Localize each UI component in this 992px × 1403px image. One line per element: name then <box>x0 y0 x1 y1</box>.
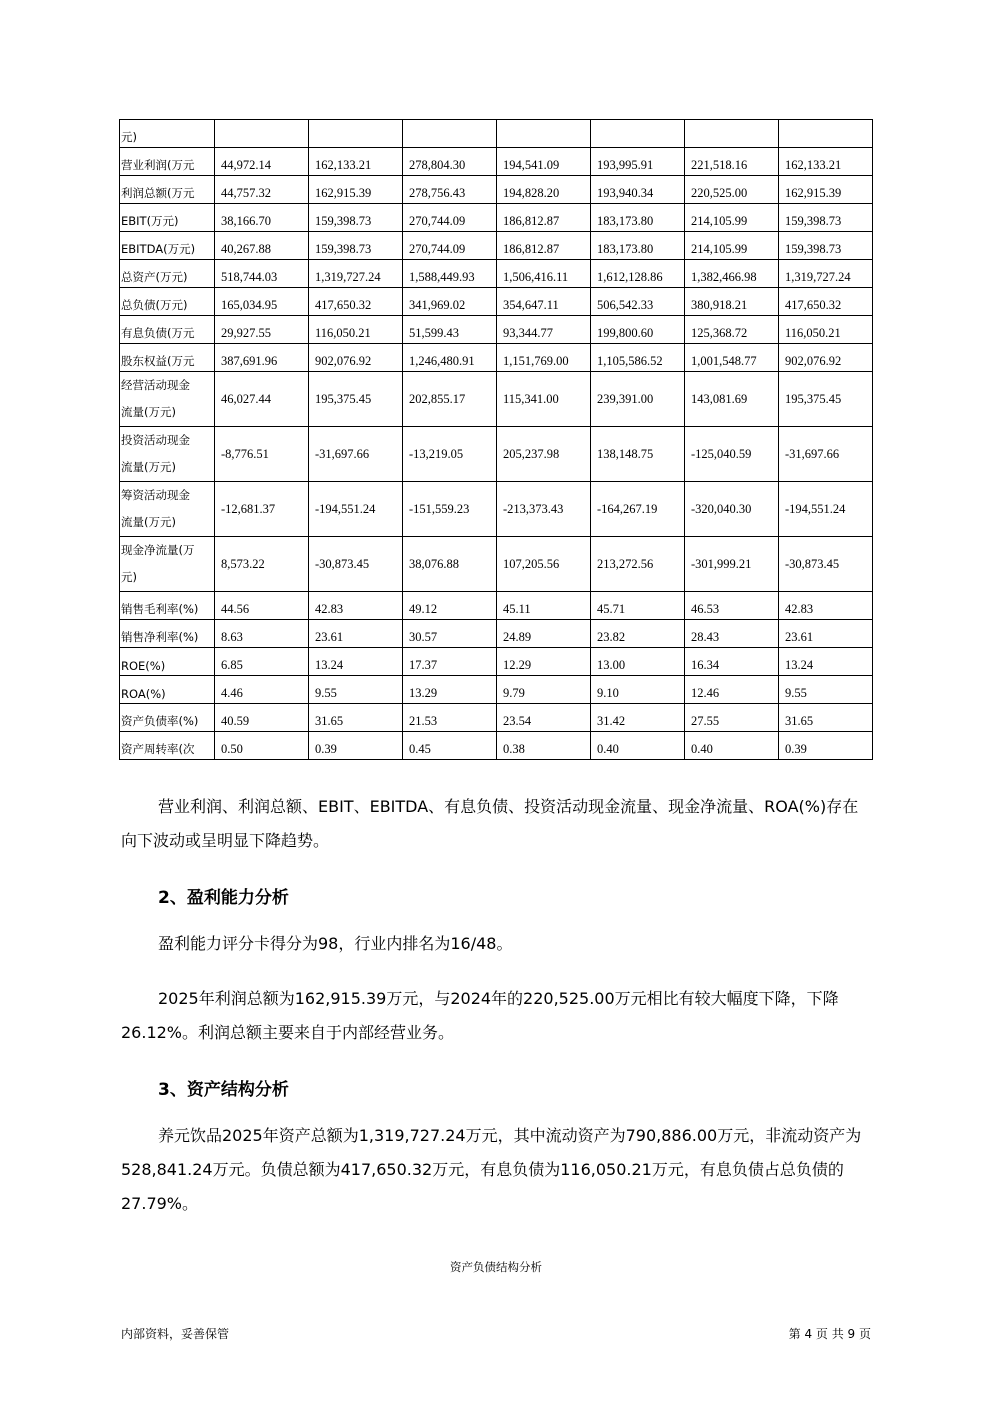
table-cell: 9.10 <box>591 676 685 704</box>
table-cell: 9.55 <box>779 676 873 704</box>
table-cell: 195,375.45 <box>309 372 403 427</box>
table-cell: 6.85 <box>215 648 309 676</box>
table-row <box>120 176 873 204</box>
table-cell: 16.34 <box>685 648 779 676</box>
table-cell: 1,001,548.77 <box>685 344 779 372</box>
table-cell: 23.61 <box>779 620 873 648</box>
table-cell: 1,588,449.93 <box>403 260 497 288</box>
table-cell: 1,319,727.24 <box>309 260 403 288</box>
table-cell: 193,995.91 <box>591 148 685 176</box>
row-label <box>120 537 215 592</box>
row-label: 总资产(万元) <box>120 260 215 288</box>
table-cell: -12,681.37 <box>215 482 309 537</box>
table-cell: 44,757.32 <box>215 176 309 204</box>
table-cell: -194,551.24 <box>309 482 403 537</box>
table-cell: 8,573.22 <box>215 537 309 592</box>
table-row <box>120 148 873 176</box>
table-cell: 45.11 <box>497 592 591 620</box>
row-label: 股东权益(万元 <box>120 344 215 372</box>
table-cell: 202,855.17 <box>403 372 497 427</box>
table-cell: 38,166.70 <box>215 204 309 232</box>
table-cell: 1,105,586.52 <box>591 344 685 372</box>
table-cell: 1,382,466.98 <box>685 260 779 288</box>
table-cell: 518,744.03 <box>215 260 309 288</box>
footer-confidential: 内部资料，妥善保管 <box>121 1327 230 1341</box>
paragraph-assets: 养元饮品2025年资产总额为1,319,727.24万元，其中流动资产为790,886.00万元，非流动资产为528,841.24万元。负债总额为417,650.32万元，有息负债为116,050.21万元，有息负债占总负债的27.79%。 <box>121 1126 862 1213</box>
table-cell: 46.53 <box>685 592 779 620</box>
table-cell: -151,559.23 <box>403 482 497 537</box>
table-cell: 93,344.77 <box>497 316 591 344</box>
table-cell: 138,148.75 <box>591 427 685 482</box>
table-cell <box>309 120 403 148</box>
table-cell: 0.45 <box>403 732 497 760</box>
table-cell: -164,267.19 <box>591 482 685 537</box>
table-cell: 115,341.00 <box>497 372 591 427</box>
table-cell: 214,105.99 <box>685 232 779 260</box>
table-cell: 23.82 <box>591 620 685 648</box>
table-cell: 44.56 <box>215 592 309 620</box>
row-label: EBIT(万元) <box>120 204 215 232</box>
table-cell: 165,034.95 <box>215 288 309 316</box>
table-cell: 31.65 <box>309 704 403 732</box>
table-cell: 9.79 <box>497 676 591 704</box>
table-cell: 278,804.30 <box>403 148 497 176</box>
table-cell: 31.42 <box>591 704 685 732</box>
table-cell: 162,915.39 <box>779 176 873 204</box>
table-cell: 13.24 <box>309 648 403 676</box>
table-cell: 1,506,416.11 <box>497 260 591 288</box>
table-cell: 380,918.21 <box>685 288 779 316</box>
table-cell: 354,647.11 <box>497 288 591 316</box>
table-cell: 27.55 <box>685 704 779 732</box>
table-cell: -30,873.45 <box>779 537 873 592</box>
row-label <box>120 482 215 537</box>
table-cell: 162,133.21 <box>309 148 403 176</box>
table-cell: -320,040.30 <box>685 482 779 537</box>
footer-page-number: 第 4 页 共 9 页 <box>788 1327 871 1341</box>
table-cell: 270,744.09 <box>403 204 497 232</box>
row-label: 元) <box>120 120 215 148</box>
table-cell: 159,398.73 <box>309 204 403 232</box>
table-cell: 12.46 <box>685 676 779 704</box>
table-cell: 902,076.92 <box>309 344 403 372</box>
row-label: 总负债(万元) <box>120 288 215 316</box>
paragraph-score: 盈利能力评分卡得分为98，行业内排名为16/48。 <box>158 934 513 953</box>
table-cell: 24.89 <box>497 620 591 648</box>
table-cell: 0.38 <box>497 732 591 760</box>
table-cell: 0.39 <box>779 732 873 760</box>
table-row <box>120 316 873 344</box>
table-cell: -213,373.43 <box>497 482 591 537</box>
table-cell: 186,812.87 <box>497 204 591 232</box>
paragraph-profit: 2025年利润总额为162,915.39万元，与2024年的220,525.00万元相比有较大幅度下降，下降26.12%。利润总额主要来自于内部经营业务。 <box>121 989 839 1042</box>
table-cell: -194,551.24 <box>779 482 873 537</box>
table-cell: -31,697.66 <box>309 427 403 482</box>
table-cell: 42.83 <box>779 592 873 620</box>
table-cell: -125,040.59 <box>685 427 779 482</box>
table-row <box>120 620 873 648</box>
table-cell: 42.83 <box>309 592 403 620</box>
table-cell: 28.43 <box>685 620 779 648</box>
table-cell <box>591 120 685 148</box>
table-cell: 46,027.44 <box>215 372 309 427</box>
table-row <box>120 537 873 592</box>
table-cell: 162,915.39 <box>309 176 403 204</box>
table-row <box>120 120 873 148</box>
row-label: 销售毛利率(%) <box>120 592 215 620</box>
table-cell: 221,518.16 <box>685 148 779 176</box>
table-cell: 183,173.80 <box>591 204 685 232</box>
table-cell: 194,541.09 <box>497 148 591 176</box>
row-label: EBITDA(万元) <box>120 232 215 260</box>
row-label: 利润总额(万元 <box>120 176 215 204</box>
table-cell: 0.40 <box>591 732 685 760</box>
table-row <box>120 427 873 482</box>
table-cell: 9.55 <box>309 676 403 704</box>
table-cell: 0.50 <box>215 732 309 760</box>
row-label: ROE(%) <box>120 648 215 676</box>
table-cell: 341,969.02 <box>403 288 497 316</box>
table-cell: 116,050.21 <box>779 316 873 344</box>
table-cell: 159,398.73 <box>779 232 873 260</box>
table-row <box>120 592 873 620</box>
table-cell: -301,999.21 <box>685 537 779 592</box>
table-cell: 193,940.34 <box>591 176 685 204</box>
table-cell: 40.59 <box>215 704 309 732</box>
table-cell: 214,105.99 <box>685 204 779 232</box>
financial-table <box>119 119 873 760</box>
table-cell: 13.00 <box>591 648 685 676</box>
table-cell: 186,812.87 <box>497 232 591 260</box>
table-cell: 17.37 <box>403 648 497 676</box>
table-cell: 0.40 <box>685 732 779 760</box>
table-cell: 213,272.56 <box>591 537 685 592</box>
table-cell <box>685 120 779 148</box>
table-cell: 13.29 <box>403 676 497 704</box>
table-cell: -31,697.66 <box>779 427 873 482</box>
table-cell: 195,375.45 <box>779 372 873 427</box>
table-cell: 30.57 <box>403 620 497 648</box>
table-row <box>120 482 873 537</box>
table-cell: 1,246,480.91 <box>403 344 497 372</box>
table-cell <box>403 120 497 148</box>
table-cell: 23.54 <box>497 704 591 732</box>
table-cell: 21.53 <box>403 704 497 732</box>
table-row <box>120 372 873 427</box>
table-cell: 44,972.14 <box>215 148 309 176</box>
row-label-line: 经营活动现金 <box>121 378 190 392</box>
table-cell: 506,542.33 <box>591 288 685 316</box>
row-label-line: 投资活动现金 <box>121 433 190 447</box>
row-label-line: 流量(万元) <box>121 515 176 529</box>
table-cell: 13.24 <box>779 648 873 676</box>
table-cell: 159,398.73 <box>779 204 873 232</box>
table-cell: 0.39 <box>309 732 403 760</box>
row-label <box>120 427 215 482</box>
row-label-line: 流量(万元) <box>121 460 176 474</box>
row-label-line: 流量(万元) <box>121 405 176 419</box>
table-cell: 38,076.88 <box>403 537 497 592</box>
row-label <box>120 372 215 427</box>
table-cell: 159,398.73 <box>309 232 403 260</box>
table-cell: 194,828.20 <box>497 176 591 204</box>
table-cell: 278,756.43 <box>403 176 497 204</box>
row-label: 销售净利率(%) <box>120 620 215 648</box>
table-cell: 45.71 <box>591 592 685 620</box>
table-cell: 107,205.56 <box>497 537 591 592</box>
row-label-line: 元) <box>121 570 137 584</box>
table-row <box>120 288 873 316</box>
table-cell: 116,050.21 <box>309 316 403 344</box>
table-row <box>120 648 873 676</box>
table-cell: 183,173.80 <box>591 232 685 260</box>
table-row <box>120 232 873 260</box>
table-cell: 29,927.55 <box>215 316 309 344</box>
section-heading-profitability: 2、盈利能力分析 <box>158 888 289 908</box>
table-row <box>120 676 873 704</box>
table-cell: 199,800.60 <box>591 316 685 344</box>
table-row <box>120 260 873 288</box>
table-row <box>120 344 873 372</box>
table-cell: 387,691.96 <box>215 344 309 372</box>
table-cell: 1,319,727.24 <box>779 260 873 288</box>
table-cell: 12.29 <box>497 648 591 676</box>
table-row <box>120 732 873 760</box>
table-cell <box>779 120 873 148</box>
row-label: 资产周转率(次 <box>120 732 215 760</box>
table-cell: 417,650.32 <box>779 288 873 316</box>
table-cell: 270,744.09 <box>403 232 497 260</box>
table-cell: -30,873.45 <box>309 537 403 592</box>
table-cell: 8.63 <box>215 620 309 648</box>
table-cell: 125,368.72 <box>685 316 779 344</box>
table-cell: 220,525.00 <box>685 176 779 204</box>
table-cell: 205,237.98 <box>497 427 591 482</box>
row-label-line: 现金净流量(万 <box>121 543 195 557</box>
table-cell: 143,081.69 <box>685 372 779 427</box>
row-label: 营业利润(万元 <box>120 148 215 176</box>
row-label: 资产负债率(%) <box>120 704 215 732</box>
figure-caption: 资产负债结构分析 <box>450 1260 542 1274</box>
table-cell: 23.61 <box>309 620 403 648</box>
section-heading-asset-structure: 3、资产结构分析 <box>158 1080 289 1100</box>
row-label: ROA(%) <box>120 676 215 704</box>
table-cell: 31.65 <box>779 704 873 732</box>
table-cell: 417,650.32 <box>309 288 403 316</box>
row-label: 有息负债(万元 <box>120 316 215 344</box>
row-label-line: 筹资活动现金 <box>121 488 190 502</box>
table-cell: 40,267.88 <box>215 232 309 260</box>
table-cell <box>215 120 309 148</box>
table-cell: 1,151,769.00 <box>497 344 591 372</box>
paragraph-trend: 营业利润、利润总额、EBIT、EBITDA、有息负债、投资活动现金流量、现金净流量、ROA(%)存在向下波动或呈明显下降趋势。 <box>121 797 859 850</box>
table-cell: -13,219.05 <box>403 427 497 482</box>
table-cell: 1,612,128.86 <box>591 260 685 288</box>
table-cell: 902,076.92 <box>779 344 873 372</box>
table-cell: -8,776.51 <box>215 427 309 482</box>
table-cell: 51,599.43 <box>403 316 497 344</box>
table-cell: 49.12 <box>403 592 497 620</box>
table-row <box>120 704 873 732</box>
table-row <box>120 204 873 232</box>
table-cell: 162,133.21 <box>779 148 873 176</box>
table-cell: 239,391.00 <box>591 372 685 427</box>
table-cell <box>497 120 591 148</box>
table-cell: 4.46 <box>215 676 309 704</box>
